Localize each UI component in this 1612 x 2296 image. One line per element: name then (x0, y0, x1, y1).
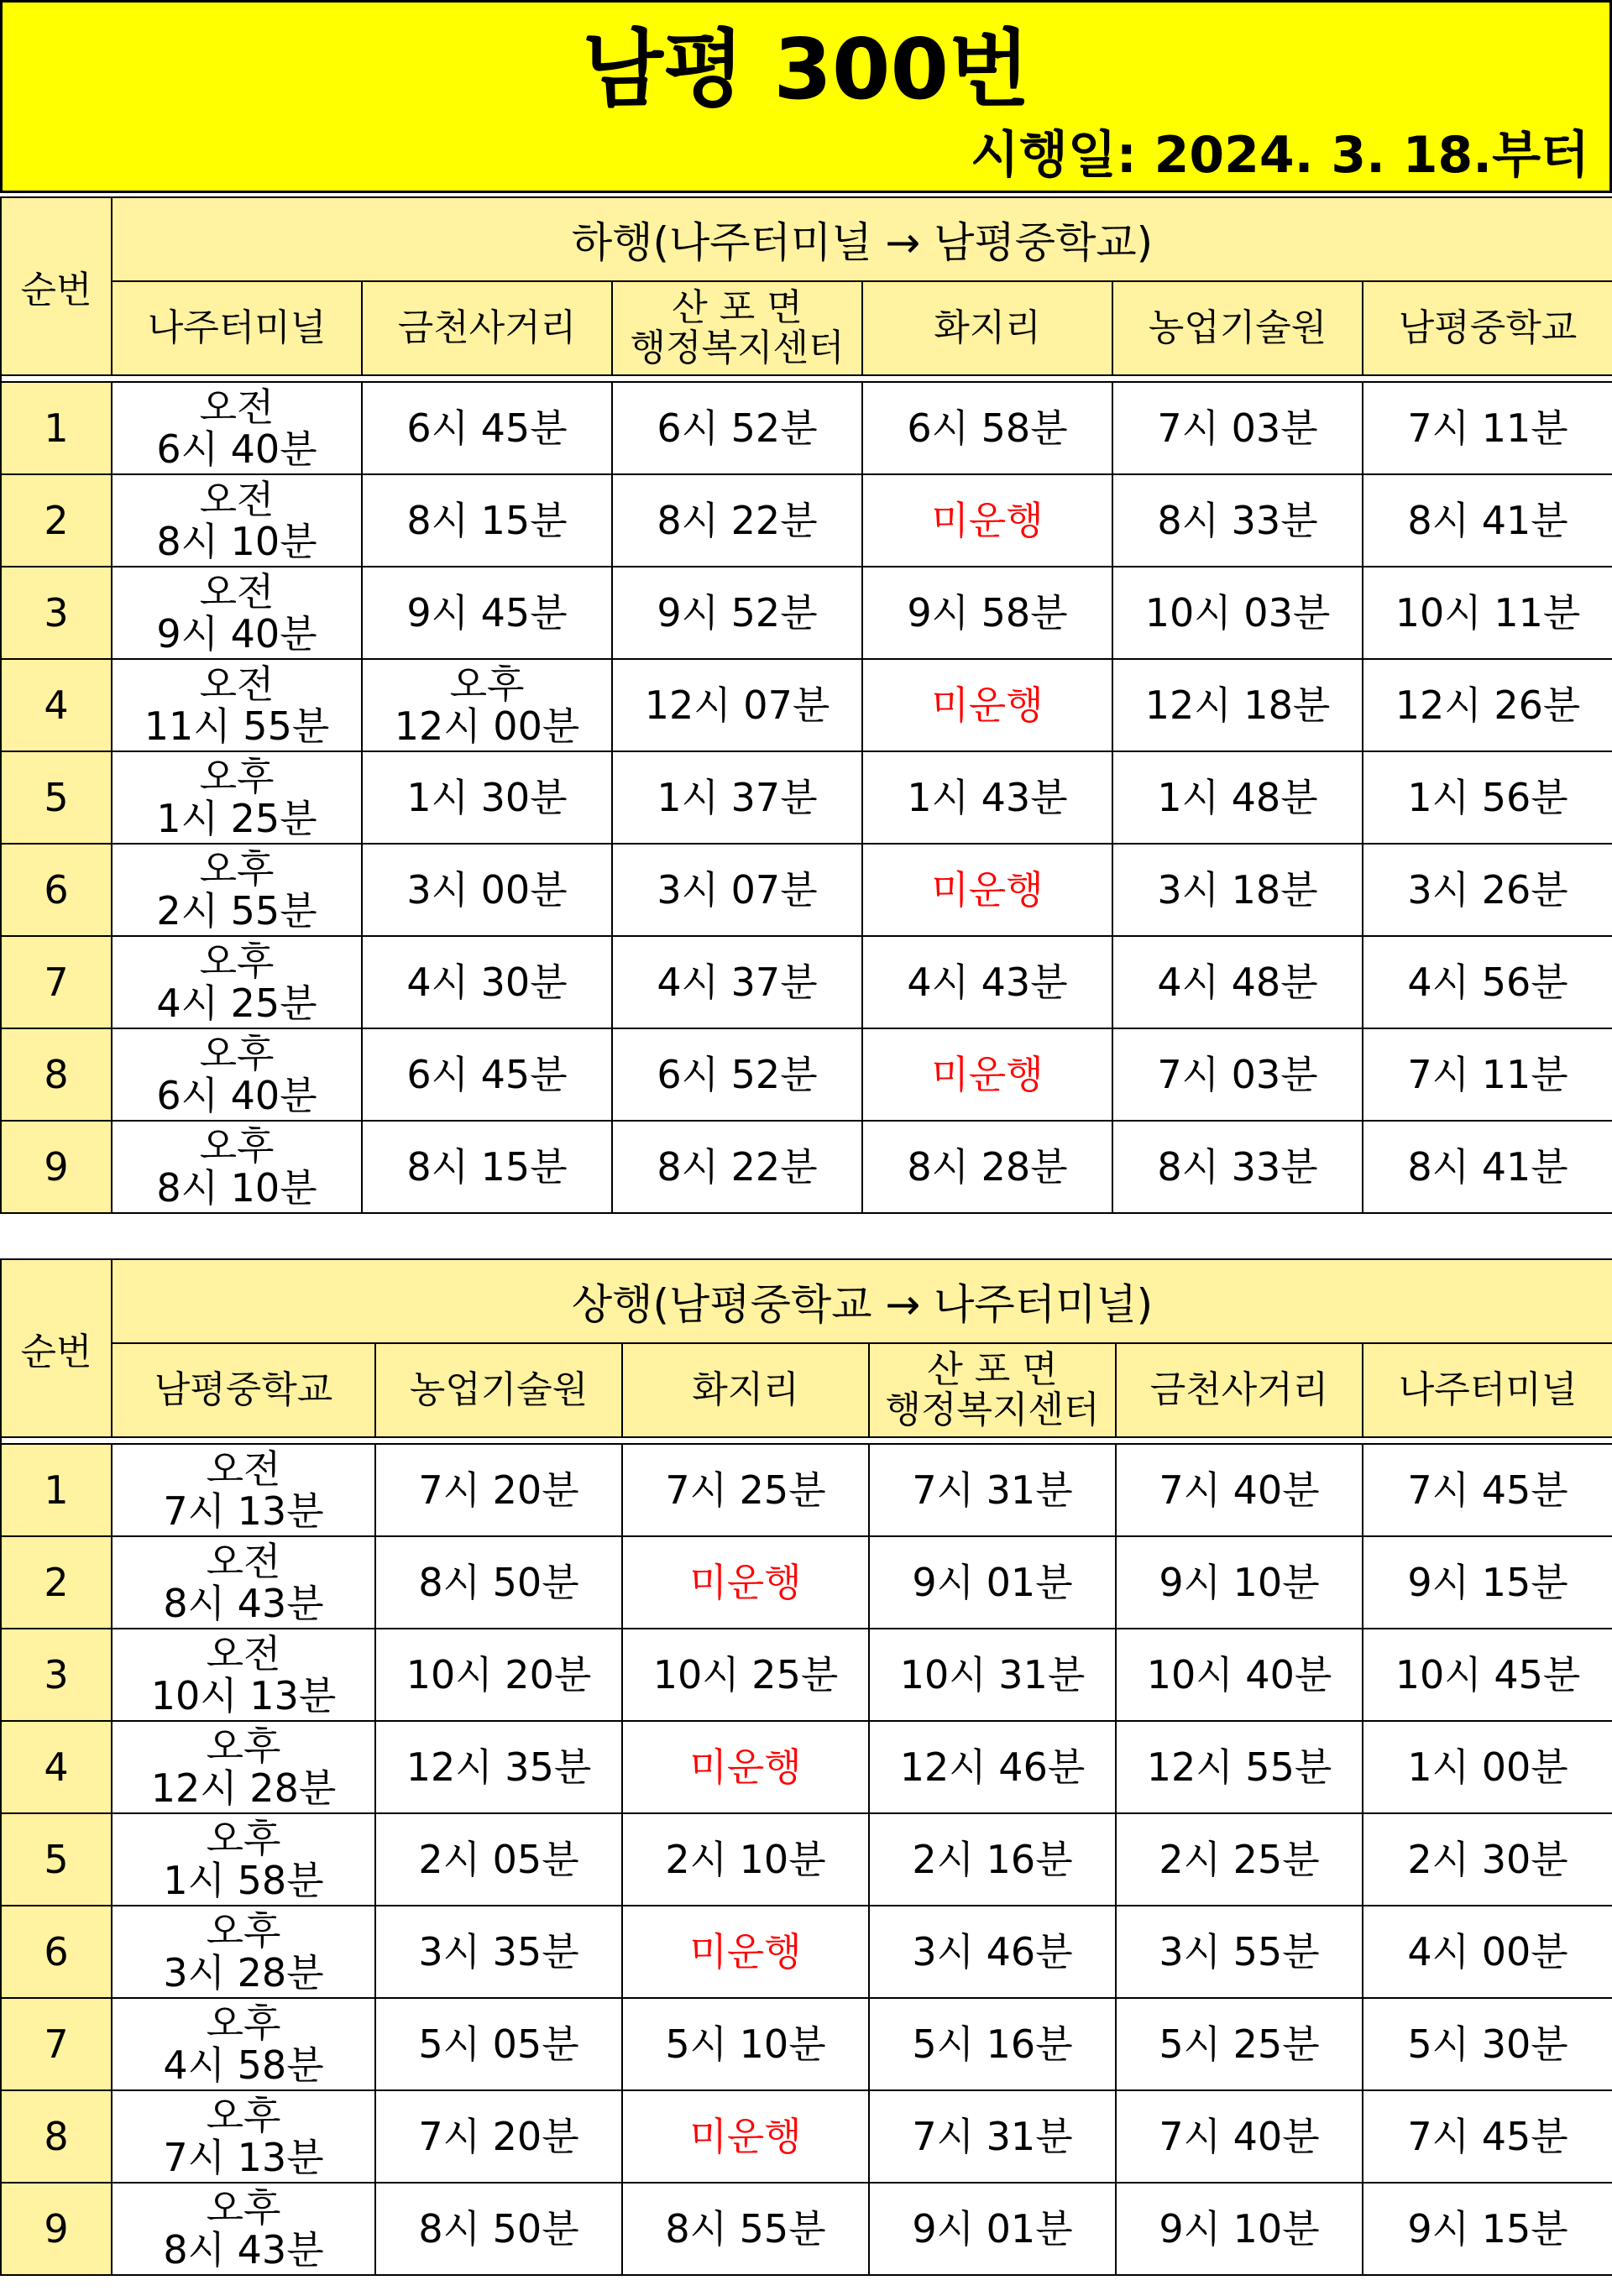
stop-time: 1시 43분 (862, 751, 1112, 844)
stop-header (862, 281, 1112, 375)
effective-date: 시행일: 2024. 3. 18.부터 (970, 126, 1589, 185)
stop-time: 9시 01분 (869, 1536, 1116, 1629)
stop-name: 금천사거리 (1149, 1368, 1329, 1411)
table-row (1, 936, 1612, 1028)
stop-time: 2시 16분 (869, 1813, 1116, 1906)
time-value: 8시 10분 (156, 519, 317, 564)
stop-time: 8시 55분 (622, 2183, 869, 2275)
stop-time: 9시 10분 (1116, 1536, 1363, 1629)
stop-time: 3시 00분 (362, 844, 612, 936)
table-row (1, 659, 1612, 751)
stop-time: 7시 03분 (1112, 382, 1363, 474)
stop-time: 1시 30분 (362, 751, 612, 844)
stop-time: 7시 40분 (1116, 1444, 1363, 1536)
separator-cell (1, 375, 1612, 382)
time-value: 8시 43분 (163, 1581, 324, 1626)
stop-time: 12시 26분 (1363, 659, 1612, 751)
stop-time: 7시 11분 (1363, 382, 1612, 474)
stop-time: 5시 25분 (1116, 1998, 1363, 2090)
stop-time: 9시 15분 (1363, 2183, 1612, 2275)
stop-name: 화지리 (934, 306, 1041, 349)
stop-time: 3시 35분 (375, 1906, 622, 1998)
stop-time: 7시 45분 (1363, 2090, 1612, 2183)
time-value: 1시 25분 (156, 796, 317, 841)
time-period: 오후 (199, 1031, 275, 1076)
stop-time: 7시 25분 (622, 1444, 869, 1536)
stop-header (612, 281, 862, 375)
stop-header (1116, 1343, 1363, 1437)
row-number: 2 (1, 1536, 112, 1629)
stop-time: 12시 35분 (375, 1721, 622, 1813)
table-row (1, 1906, 1612, 1998)
time-value: 11시 55분 (144, 703, 330, 749)
table-row (1, 474, 1612, 567)
stops-header-row (1, 281, 1612, 375)
stop-time: 7시 40분 (1116, 2090, 1363, 2183)
stop-time: 8시 33분 (1112, 1121, 1363, 1213)
time-period: 오후 (199, 754, 275, 799)
departure-time (112, 2183, 375, 2275)
stop-time: 12시 07분 (612, 659, 862, 751)
stop-header (112, 1343, 375, 1437)
stop-time: 6시 45분 (362, 1028, 612, 1121)
departure-time (112, 1121, 362, 1213)
departure-time (112, 751, 362, 844)
row-number: 9 (1, 1121, 112, 1213)
sequence-header: 순번 (1, 1259, 112, 1437)
stop-time: 8시 50분 (375, 2183, 622, 2275)
stop-time: 8시 15분 (362, 474, 612, 567)
departure-time (112, 474, 362, 567)
stop-name: 나주터미널 (147, 306, 327, 349)
time-period: 오후 (206, 2001, 281, 2046)
time-value: 7시 13분 (163, 1488, 324, 1534)
stop-time: 4시 00분 (1363, 1906, 1612, 1998)
departure-time (112, 659, 362, 751)
row-number: 5 (1, 751, 112, 844)
downbound-timetable (0, 196, 1612, 1214)
stop-time: 9시 10분 (1116, 2183, 1363, 2275)
time-value: 6시 40분 (156, 1073, 317, 1118)
time-period: 오후 (206, 1908, 281, 1953)
no-service-cell: 미운행 (862, 1028, 1112, 1121)
stop-header (362, 281, 612, 375)
row-number: 6 (1, 1906, 112, 1998)
time-period: 오후 (449, 662, 525, 707)
time-value: 8시 10분 (156, 1165, 317, 1211)
stop-time: 7시 20분 (375, 2090, 622, 2183)
stop-time: 10시 03분 (1112, 567, 1363, 659)
stops-header-row (1, 1343, 1612, 1437)
stop-name: 산 포 면 (672, 286, 803, 329)
stop-header (1363, 1343, 1612, 1437)
stop-time: 3시 46분 (869, 1906, 1116, 1998)
row-number: 5 (1, 1813, 112, 1906)
time-value: 10시 13분 (150, 1673, 337, 1718)
time-value: 4시 25분 (156, 981, 317, 1026)
title-banner (0, 0, 1612, 193)
time-period: 오후 (206, 1723, 281, 1769)
stop-time: 7시 31분 (869, 1444, 1116, 1536)
table-row (1, 1998, 1612, 2090)
stop-time: 6시 52분 (612, 382, 862, 474)
table-row (1, 2090, 1612, 2183)
row-number: 1 (1, 382, 112, 474)
stop-header (112, 281, 362, 375)
stop-time: 6시 52분 (612, 1028, 862, 1121)
row-number: 7 (1, 1998, 112, 2090)
time-value: 9시 40분 (156, 611, 317, 656)
time-period: 오후 (199, 939, 275, 984)
table-row (1, 1721, 1612, 1813)
stop-time: 8시 41분 (1363, 474, 1612, 567)
stop-time: 2시 05분 (375, 1813, 622, 1906)
stop-header (375, 1343, 622, 1437)
stop-time: 3시 07분 (612, 844, 862, 936)
time-value: 7시 13분 (163, 2135, 324, 2180)
stop-time: 9시 52분 (612, 567, 862, 659)
stop-time: 4시 48분 (1112, 936, 1363, 1028)
stop-time: 10시 45분 (1363, 1629, 1612, 1721)
table-row (1, 1028, 1612, 1121)
stop-name: 농업기술원 (1148, 306, 1327, 349)
route-title: 남평 300번 (582, 20, 1030, 118)
table-row (1, 2183, 1612, 2275)
row-number: 3 (1, 567, 112, 659)
stop-time: 9시 58분 (862, 567, 1112, 659)
stop-time: 12시 18분 (1112, 659, 1363, 751)
stop-time: 1시 48분 (1112, 751, 1363, 844)
stop-time: 12시 46분 (869, 1721, 1116, 1813)
stop-time: 7시 20분 (375, 1444, 622, 1536)
time-period: 오후 (206, 2093, 281, 2138)
table-row (1, 567, 1612, 659)
stop-time: 6시 58분 (862, 382, 1112, 474)
stop-time: 9시 45분 (362, 567, 612, 659)
stop-time: 3시 26분 (1363, 844, 1612, 936)
stop-time: 5시 10분 (622, 1998, 869, 2090)
stop-time: 2시 25분 (1116, 1813, 1363, 1906)
time-period: 오전 (199, 384, 275, 430)
time-period: 오후 (206, 1816, 281, 1861)
stop-time: 7시 03분 (1112, 1028, 1363, 1121)
stop-name-line2: 행정복지센터 (885, 1389, 1100, 1431)
departure-time (112, 1629, 375, 1721)
sequence-header: 순번 (1, 197, 112, 375)
stop-time: 8시 28분 (862, 1121, 1112, 1213)
row-number: 3 (1, 1629, 112, 1721)
stop-time: 12시 55분 (1116, 1721, 1363, 1813)
stop-name: 농업기술원 (409, 1368, 589, 1411)
stop-time: 8시 15분 (362, 1121, 612, 1213)
stop-time: 7시 45분 (1363, 1444, 1612, 1536)
row-number: 8 (1, 1028, 112, 1121)
time-value: 3시 28분 (163, 1950, 324, 1995)
no-service-cell: 미운행 (862, 844, 1112, 936)
header-separator (1, 1437, 1612, 1444)
stop-header (869, 1343, 1116, 1437)
time-period: 오후 (206, 2185, 281, 2231)
stop-time: 1시 56분 (1363, 751, 1612, 844)
no-service-cell: 미운행 (622, 2090, 869, 2183)
stop-header (1363, 281, 1612, 375)
departure-time (112, 1444, 375, 1536)
stop-time: 10시 31분 (869, 1629, 1116, 1721)
time-period: 오후 (199, 846, 275, 892)
stop-time: 2시 10분 (622, 1813, 869, 1906)
stop-time: 10시 20분 (375, 1629, 622, 1721)
stop-time: 7시 11분 (1363, 1028, 1612, 1121)
departure-time (112, 1536, 375, 1629)
departure-time (112, 1998, 375, 2090)
time-period: 오전 (206, 1631, 281, 1676)
stop-time: 2시 30분 (1363, 1813, 1612, 1906)
row-number: 7 (1, 936, 112, 1028)
departure-time (112, 1721, 375, 1813)
separator-cell (1, 1437, 1612, 1444)
departure-time (112, 567, 362, 659)
stop-time: 4시 30분 (362, 936, 612, 1028)
direction-header-row (1, 197, 1612, 281)
time-value: 8시 43분 (163, 2227, 324, 2272)
stop-time: 8시 22분 (612, 1121, 862, 1213)
time-value: 2시 55분 (156, 888, 317, 934)
table-row (1, 1629, 1612, 1721)
row-number: 4 (1, 1721, 112, 1813)
row-number: 6 (1, 844, 112, 936)
time-value: 12시 00분 (394, 703, 580, 749)
time-value: 12시 28분 (150, 1765, 337, 1811)
stop-time: 1시 37분 (612, 751, 862, 844)
departure-time (112, 1028, 362, 1121)
stop-time: 9시 15분 (1363, 1536, 1612, 1629)
stop-time: 3시 18분 (1112, 844, 1363, 936)
time-value: 1시 58분 (163, 1858, 324, 1903)
stop-time: 4시 37분 (612, 936, 862, 1028)
stop-time: 10시 40분 (1116, 1629, 1363, 1721)
stop-time: 8시 33분 (1112, 474, 1363, 567)
time-period: 오후 (199, 1123, 275, 1169)
time-period: 오전 (199, 662, 275, 707)
table-row (1, 382, 1612, 474)
stop-time: 4시 43분 (862, 936, 1112, 1028)
direction-header-row (1, 1259, 1612, 1343)
stop-time: 10시 11분 (1363, 567, 1612, 659)
stop-time: 10시 25분 (622, 1629, 869, 1721)
stop-time: 9시 01분 (869, 2183, 1116, 2275)
table-row (1, 1813, 1612, 1906)
stop-name-line2: 행정복지센터 (630, 327, 845, 369)
stop-name: 금천사거리 (397, 306, 577, 349)
departure-time (112, 2090, 375, 2183)
direction-title: 상행(남평중학교 → 나주터미널) (112, 1259, 1612, 1343)
time-value: 4시 58분 (163, 2042, 324, 2088)
table-row (1, 1121, 1612, 1213)
time-period: 오전 (199, 569, 275, 615)
time-period: 오전 (206, 1539, 281, 1584)
stop-name: 화지리 (692, 1368, 799, 1411)
stop-time: 3시 55분 (1116, 1906, 1363, 1998)
no-service-cell: 미운행 (622, 1536, 869, 1629)
stop-time: 8시 50분 (375, 1536, 622, 1629)
row-number: 8 (1, 2090, 112, 2183)
stop-time: 5시 05분 (375, 1998, 622, 2090)
stop-name: 남평중학교 (154, 1368, 333, 1411)
no-service-cell: 미운행 (622, 1721, 869, 1813)
no-service-cell: 미운행 (862, 474, 1112, 567)
stop-name: 산 포 면 (927, 1348, 1058, 1391)
stop-time (362, 659, 612, 751)
stop-header (622, 1343, 869, 1437)
stop-time: 7시 31분 (869, 2090, 1116, 2183)
stop-header (1112, 281, 1363, 375)
stop-time: 5시 16분 (869, 1998, 1116, 2090)
table-row (1, 1536, 1612, 1629)
row-number: 1 (1, 1444, 112, 1536)
header-separator (1, 375, 1612, 382)
table-row (1, 844, 1612, 936)
stop-time: 1시 00분 (1363, 1721, 1612, 1813)
row-number: 9 (1, 2183, 112, 2275)
departure-time (112, 936, 362, 1028)
table-row (1, 1444, 1612, 1536)
departure-time (112, 1813, 375, 1906)
row-number: 2 (1, 474, 112, 567)
stop-time: 8시 41분 (1363, 1121, 1612, 1213)
no-service-cell: 미운행 (862, 659, 1112, 751)
no-service-cell: 미운행 (622, 1906, 869, 1998)
stop-time: 8시 22분 (612, 474, 862, 567)
time-period: 오전 (206, 1446, 281, 1492)
stop-time: 4시 56분 (1363, 936, 1612, 1028)
time-value: 6시 40분 (156, 426, 317, 472)
departure-time (112, 1906, 375, 1998)
upbound-timetable (0, 1258, 1612, 2276)
time-period: 오전 (199, 477, 275, 522)
stop-name: 남평중학교 (1398, 306, 1578, 349)
stop-time: 6시 45분 (362, 382, 612, 474)
row-number: 4 (1, 659, 112, 751)
stop-time: 5시 30분 (1363, 1998, 1612, 2090)
stop-name: 나주터미널 (1398, 1368, 1578, 1411)
table-row (1, 751, 1612, 844)
departure-time (112, 382, 362, 474)
departure-time (112, 844, 362, 936)
direction-title: 하행(나주터미널 → 남평중학교) (112, 197, 1612, 281)
